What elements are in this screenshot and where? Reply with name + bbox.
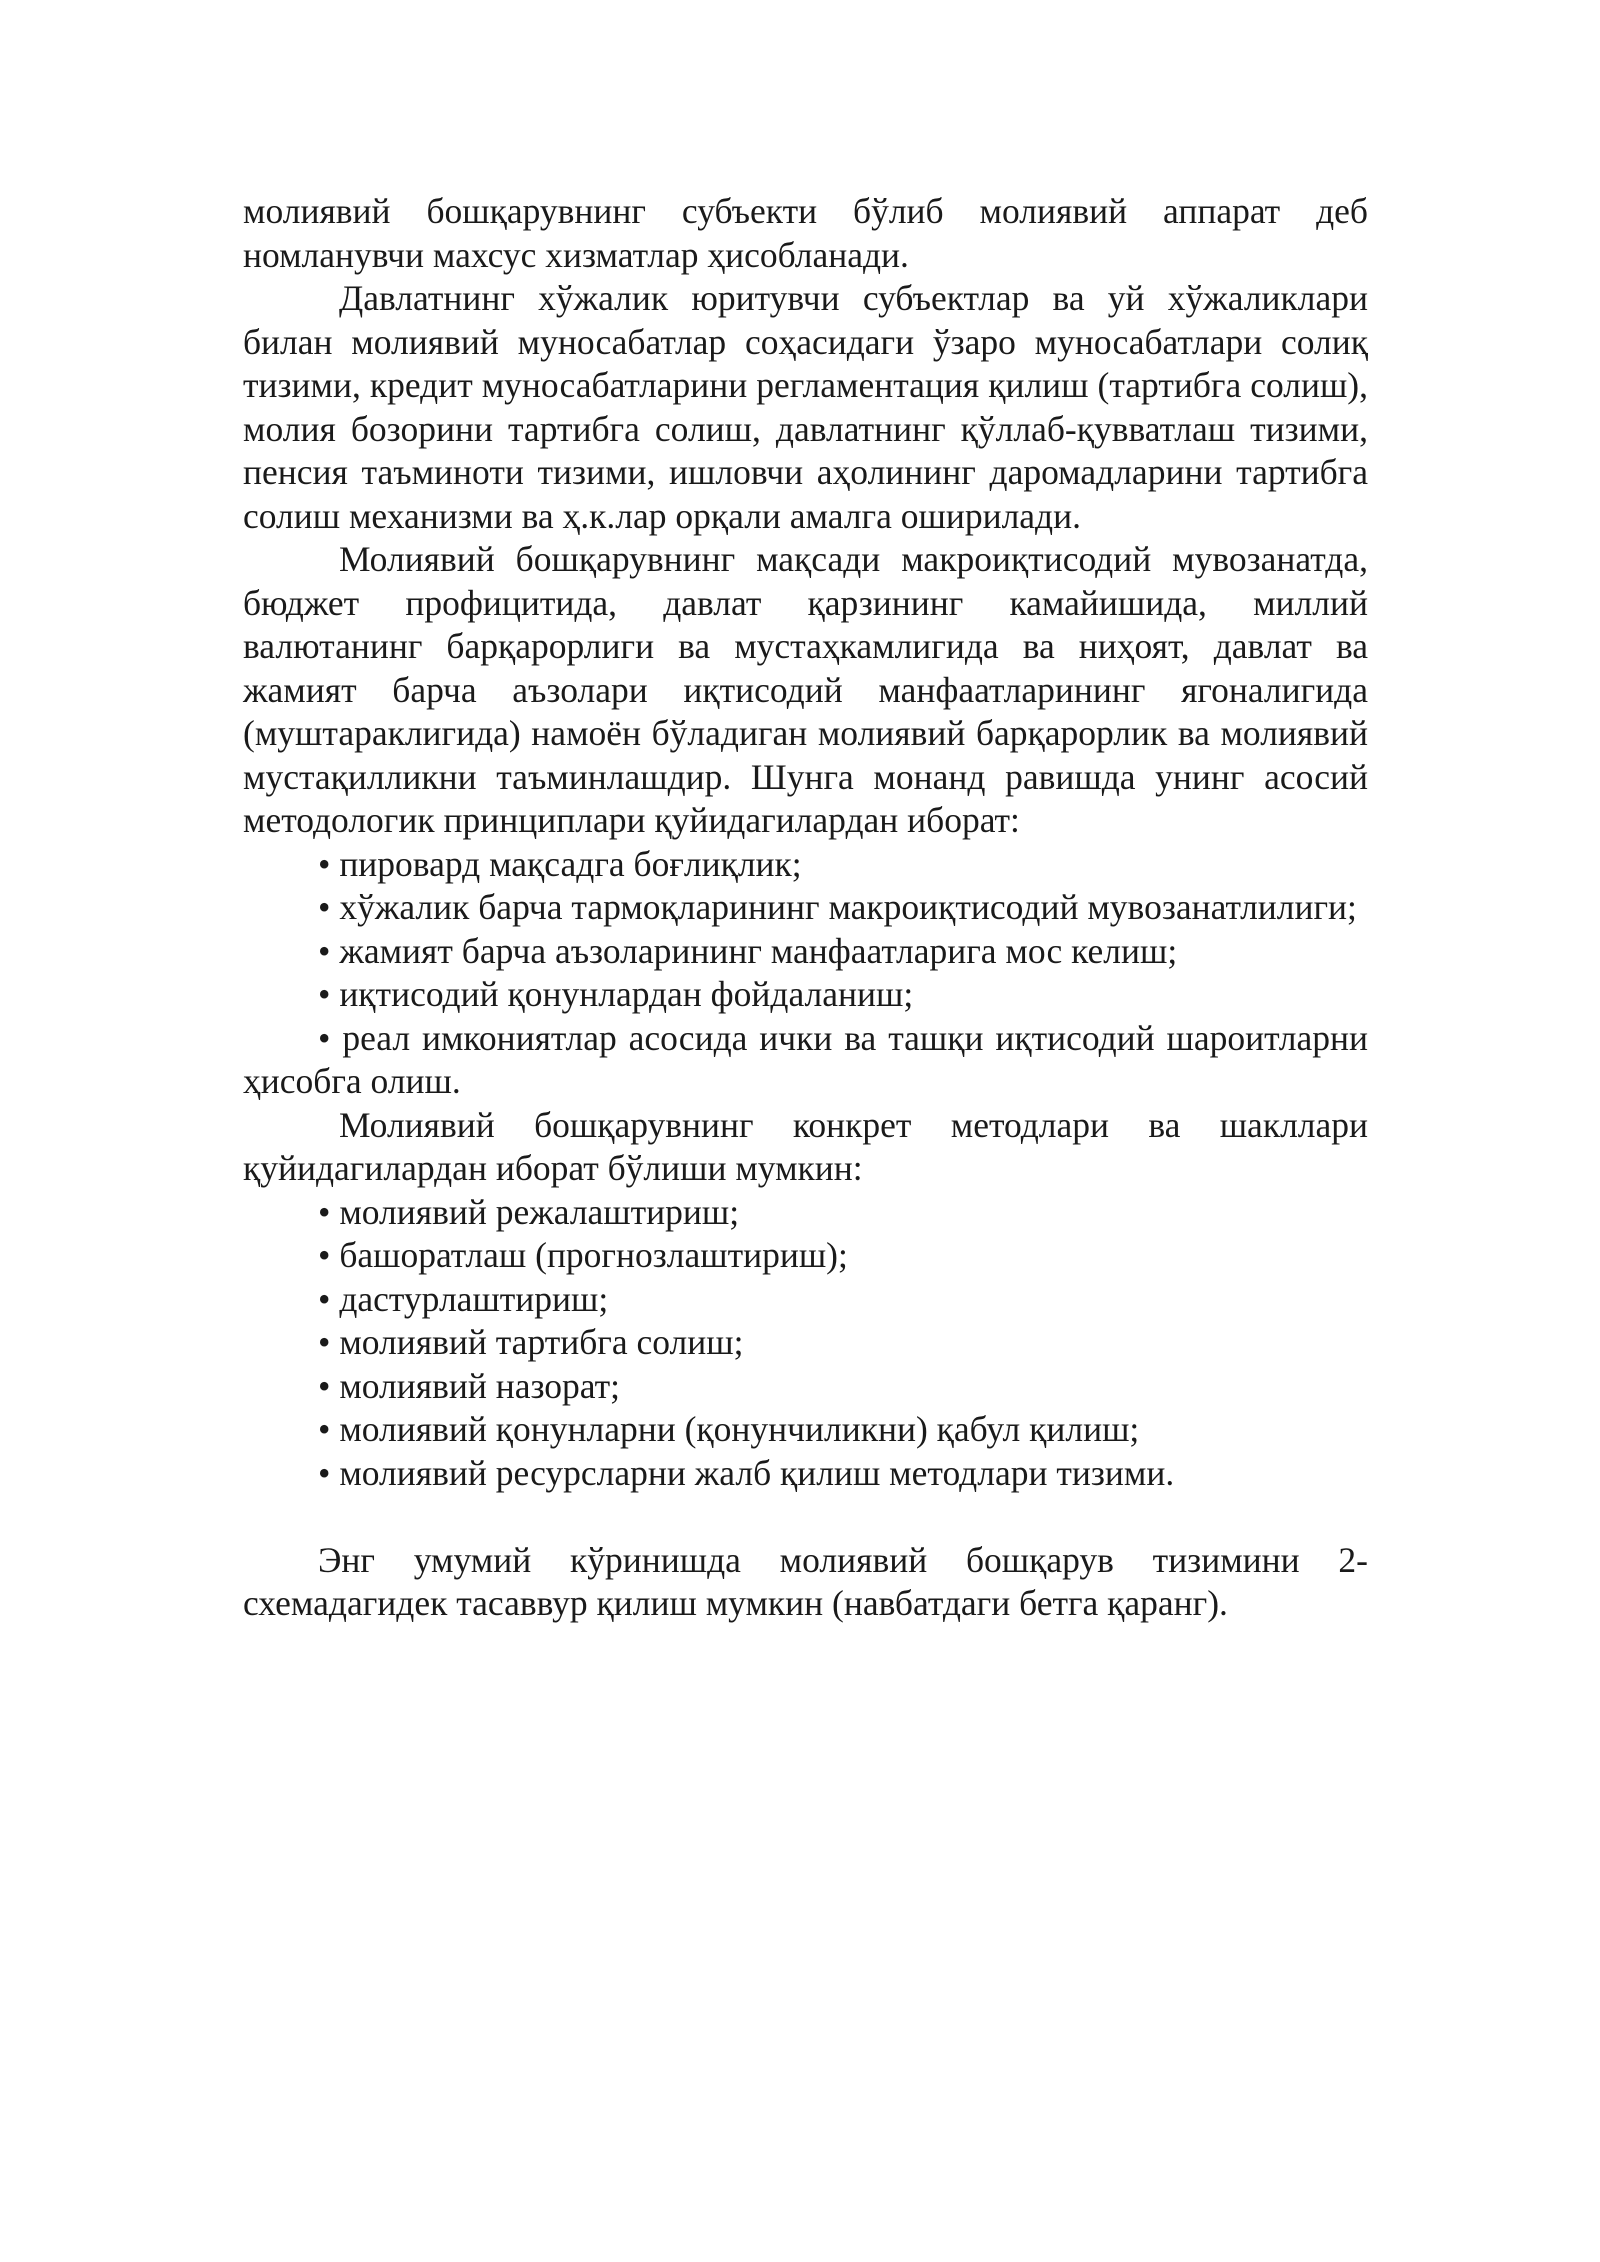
method-text: башоратлаш (прогнозлаштириш); <box>339 1235 848 1275</box>
list-item <box>243 1452 1368 1496</box>
principles-list <box>243 843 1368 1104</box>
page-content <box>243 190 1368 1626</box>
list-item <box>243 930 1368 974</box>
bullet-icon: • <box>318 1191 331 1232</box>
principle-text: хўжалик барча тармоқларининг макроиқтисодий мувозанатлилиги; <box>339 887 1357 927</box>
method-text: молиявий назорат; <box>339 1365 621 1406</box>
list-item <box>243 1234 1368 1278</box>
principle-text: иқтисодий қонунлардан фойдаланиш; <box>339 974 914 1014</box>
list-item <box>243 1017 1368 1104</box>
bullet-icon: • <box>318 1278 331 1319</box>
bullet-icon: • <box>318 1322 331 1362</box>
blank-line <box>243 1495 1368 1539</box>
method-text: молиявий ресурсларни жалб қилиш методлари тизими. <box>339 1452 1175 1493</box>
list-item <box>243 1278 1368 1322</box>
bullet-icon: • <box>318 1409 331 1449</box>
method-text: молиявий тартибга солиш; <box>339 1322 744 1362</box>
bullet-icon: • <box>318 1452 331 1493</box>
bullet-icon: • <box>318 843 331 884</box>
bullet-icon: • <box>318 1017 331 1058</box>
list-item <box>243 1321 1368 1365</box>
principle-text: реал имкониятлар асосида ички ва ташқи иқтисодий шароитларни ҳисобга олиш. <box>243 1017 1368 1101</box>
list-item <box>243 1408 1368 1452</box>
bullet-icon: • <box>318 1235 331 1275</box>
principle-text: жамият барча аъзоларининг манфаатларига мос келиш; <box>339 930 1178 971</box>
bullet-icon: • <box>318 887 331 927</box>
list-item <box>243 1365 1368 1409</box>
method-text: дастурлаштириш; <box>339 1278 609 1319</box>
list-item <box>243 1191 1368 1235</box>
paragraph-management-goal: Молиявий бошқарувнинг мақсади макроиқтисодий мувозанатда, бюджет профицитида, давлат қарзининг камайишида, миллий валютанинг барқарорлиги ва мустаҳкамлигида ва ниҳоят, давлат ва жамият барча аъзолари иқтисодий манфаатларининг ягоналигида (муштараклигида) намоён бўладиган молиявий барқарорлик ва молиявий мустақилликни таъминлашдир. Шунга монанд равишда унинг асосий методологик принциплари қуйидагилардан иборат: <box>243 539 1368 840</box>
list-item <box>243 973 1368 1017</box>
bullet-icon: • <box>318 974 331 1014</box>
method-text: молиявий қонунларни (қонунчиликни) қабул қилиш; <box>339 1409 1140 1449</box>
paragraph-state-relations: Давлатнинг хўжалик юритувчи субъектлар ва уй хўжаликлари билан молиявий муносабатлар соҳасидаги ўзаро муносабатлари солиқ тизими, кредит муносабатларини регламентация қилиш (тартибга солиш), молия бозорини тартибга солиш, давлатнинг қўллаб-қувватлаш тизими, пенсия таъминоти тизими, ишловчи аҳолининг даромадларини тартибга солиш механизми ва ҳ.к.лар орқали амалга оширилади. <box>243 278 1368 536</box>
paragraph-continuation: молиявий бошқарувнинг субъекти бўлиб молиявий аппарат деб номланувчи махсус хизматлар ҳисобланади. <box>243 191 1368 275</box>
method-text: молиявий режалаштириш; <box>339 1191 740 1232</box>
principle-text: пировард мақсадга боғлиқлик; <box>339 843 802 884</box>
paragraph-closing: Энг умумий кўринишда молиявий бошқарув тизимини 2-схемадагидек тасаввур қилиш мумкин (навбатдаги бетга қаранг). <box>243 1539 1368 1623</box>
bullet-icon: • <box>318 1365 331 1406</box>
list-item <box>243 886 1368 930</box>
paragraph-methods-intro: Молиявий бошқарувнинг конкрет методлари ва шакллари қуйидагилардан иборат бўлиши мумкин: <box>243 1104 1368 1188</box>
methods-list <box>243 1191 1368 1496</box>
bullet-icon: • <box>318 930 331 971</box>
list-item <box>243 843 1368 887</box>
